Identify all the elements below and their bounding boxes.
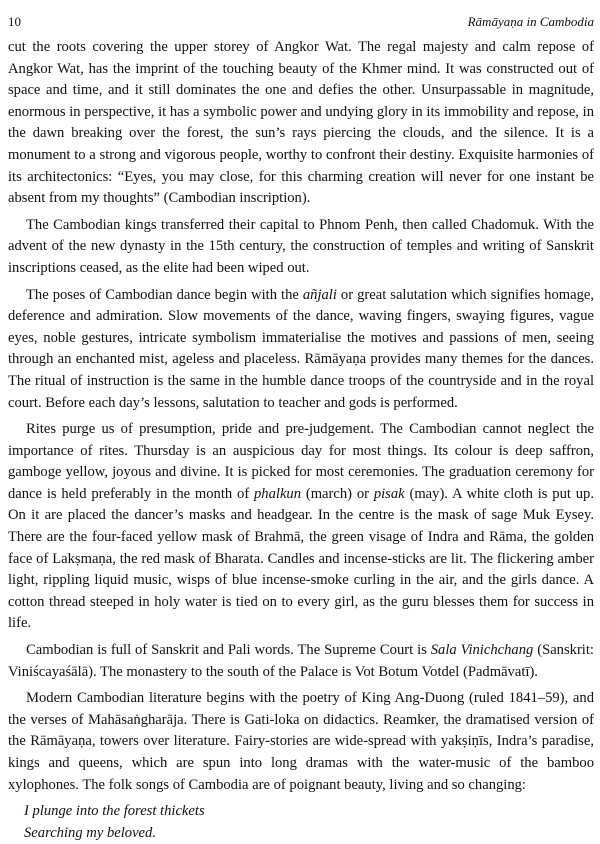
verse-line: Searching my beloved. — [24, 824, 156, 841]
paragraph-text: The Cambodian kings transferred their capital to Phnom Penh, then called Chadomuk. With the advent of the new dynasty in the 15th century, the construction of temples and writing of Sanskrit inscriptions ceased, as the elite had been wiped out. — [8, 216, 594, 276]
page-number: 10 — [8, 14, 21, 29]
paragraph-text: (march) or — [301, 485, 374, 502]
italic-term: Sala Vinichchang — [430, 642, 534, 659]
paragraph-text: The poses of Cambodian dance begin with the — [26, 286, 303, 303]
verse-quote — [8, 801, 594, 844]
verse-line: I plunge into the forest thickets — [24, 803, 205, 820]
book-page — [8, 0, 595, 841]
paragraph-text: Cambodian is full of Sanskrit and Pali words. The Supreme Court is — [26, 642, 431, 659]
paragraph-text: or great salutation which signifies homage, deference and admiration. Slow movements of the dance, waving fingers, swaying figures, vague eyes, noble gestures, intricate symbolism immaterialise the motives and passions of men, seeing through an enchanted mist, ageless and placeless. Rāmāyaṇa provides many themes for the dances. The ritual of instruction is the same in the humble dance troops of the countryside and in the royal court. Before each day’s lessons, salutation to teacher and gods is performed. — [8, 286, 595, 411]
paragraph-text: Modern Cambodian literature begins with the poetry of King Ang-Duong (ruled 1841–59), and the verses of Mahāsaṅgharāja. There is Gati-loka on didactics. Reamker, the dramatised version of the Rāmāyaṇa, towers over literature. Fairy-stories are wide-spread with yakṣiṇīs, Indra’s paradise, kings and queens, which are spun into long dramas with the water-music of the bamboo xylophones. The folk songs of Cambodia are of poignant beauty, living and so changing: — [8, 690, 594, 793]
italic-term: phalkun — [254, 485, 302, 502]
paragraph-6 — [8, 688, 594, 796]
paragraph-text: (Sanskrit: Viniścayaśālā). The monastery to the south of the Palace is Vot Botum Votdel (Padmāvatī). — [8, 642, 594, 680]
paragraph-text: (may). A white cloth is put up. On it are placed the dancer’s masks and headgear. In the centre is the mask of sage Muk Eysey. There are the four-faced yellow mask of Brahmā, the green visage of Indra and Rāma, the golden face of Lakṣmaṇa, the red mask of Bharata. Candles and incense-sticks are lit. The flickering amber light, rippling liquid music, wisps of blue incense-smoke curling in the air, and the girls dance. A cotton thread steeped in holy water is tied on to every girl, as the guru blesses them for success in life. — [8, 485, 594, 632]
paragraph-text: Rites purge us of presumption, pride and pre-judgement. The Cambodian cannot neglect the importance of rites. Thursday is an auspicious day for most things. Its colour is deep saffron, gamboge yellow, joyous and divine. It is picked for most ceremonies. The graduation ceremony for dance is held preferably in the month of — [8, 421, 594, 502]
italic-term: pisak — [373, 485, 405, 502]
running-title: Rāmāyaṇa in Cambodia — [467, 14, 594, 29]
paragraph-3 — [8, 285, 594, 415]
paragraph-1 — [8, 37, 594, 210]
page-header — [8, 0, 594, 30]
italic-term: añjali — [302, 286, 337, 303]
paragraph-text: cut the roots covering the upper storey of Angkor Wat. The regal majesty and calm repose of Angkor Wat, has the imprint of the touching beauty of the Khmer mind. It was constructed out of space and time, and it still dominates the one and defies the other. Unsurpassable in magnitude, enormous in perspective, it has a symbolic power and undying glory in its immobility and repose, in the dawn breaking over the forest, the sun’s rays piercing the clouds, and the silence. It is a monument to a strong and vigorous people, worthy to confront their destiny. Exquisite harmonies of its architectonics: “Eyes, you may close, for this charming creation will never for one instant be absent from my thoughts” (Cambodian inscription). — [8, 39, 594, 207]
paragraph-5 — [8, 640, 594, 683]
body-text — [8, 37, 594, 844]
paragraph-4 — [8, 419, 594, 635]
paragraph-2 — [8, 215, 594, 280]
